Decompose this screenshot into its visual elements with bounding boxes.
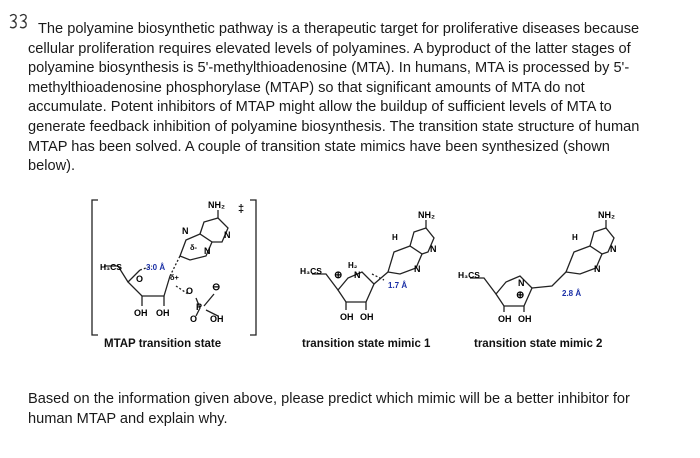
m2-h-label: H [572, 233, 578, 242]
ts-phosphate-o: O [186, 286, 194, 296]
ts-double-dagger: ‡ [238, 203, 245, 215]
m2-plus-charge: ⊕ [516, 290, 525, 301]
caption-mimic2: transition state mimic 2 [474, 338, 603, 350]
question-prompt [28, 390, 694, 429]
ts-distance-label: 3.0 Å [146, 263, 166, 272]
ts-minus-charge: ⊖ [212, 282, 221, 293]
structures-drawing [0, 190, 700, 360]
m1-h3cs-label: H₃CS [300, 266, 322, 276]
m1-h2-label: H₂ [348, 261, 358, 270]
ts-n-label: N [224, 230, 231, 240]
m2-oh-label: OH [518, 314, 532, 324]
ts-n-label: N [182, 226, 189, 236]
m1-oh-label: OH [360, 312, 374, 322]
question-number-icon [8, 12, 30, 32]
caption-mimic1: transition state mimic 1 [302, 338, 431, 350]
m1-nh2-label: NH₂ [418, 210, 435, 220]
prompt-line: Based on the information given above, please predict which mimic will be a better inhibitor for [28, 391, 630, 407]
m1-distance-label: 1.7 Å [388, 281, 408, 290]
m1-n-label: N [414, 264, 421, 274]
m1-n-label: N [354, 270, 361, 280]
m2-oh-label: OH [498, 314, 512, 324]
ts-ho-label: OH [210, 314, 224, 324]
ts-delta-plus: δ+ [170, 273, 179, 282]
ts-oh-label: OH [134, 308, 148, 318]
m1-n-label: N [430, 244, 437, 254]
intro-line: accumulate. Potent inhibitors of MTAP might allow the buildup of sufficient levels of MTA to [28, 99, 612, 116]
intro-line: cellular proliferation requires elevated levels of polyamines. A byproduct of the latter stages of [28, 40, 631, 57]
ts-phosphate-o: O [190, 314, 198, 324]
prompt-line: human MTAP and explain why. [28, 410, 228, 427]
ts-n-label: N [204, 246, 211, 256]
ts-h3cs-label: H₃CS [100, 262, 122, 272]
intro-line: MTAP has been solved. A couple of transition state mimics have been synthesized (shown [28, 138, 610, 155]
question-intro [28, 20, 694, 177]
ts-delta-minus: δ- [190, 243, 198, 252]
structures-figure [0, 190, 700, 360]
m2-n-label: N [594, 264, 601, 274]
m1-oh-label: OH [340, 312, 354, 322]
ts-o-label: O [136, 274, 144, 284]
ts-p-label: P [196, 302, 203, 312]
intro-line: polyamine biosynthesis is 5'-methylthioadenosine (MTA). In humans, MTA is processed by 5'- [28, 60, 630, 77]
m1-plus-charge: ⊕ [334, 270, 343, 281]
ts-oh-label: OH [156, 308, 170, 318]
m2-n-label: N [518, 278, 525, 288]
intro-line: below). [28, 158, 76, 175]
intro-line: methylthioadenosine phosphorylase (MTAP) so that significant amounts of MTA do not [28, 79, 585, 96]
ts-nh2-label: NH₂ [208, 200, 225, 210]
m2-distance-label: 2.8 Å [562, 289, 582, 298]
m2-h3cs-label: H₃CS [458, 270, 480, 280]
m2-nh2-label: NH₂ [598, 210, 615, 220]
m1-h-label: H [392, 233, 398, 242]
intro-line: generate feedback inhibition of polyamine biosynthesis. The transition state structure of human [28, 118, 640, 135]
caption-ts: MTAP transition state [104, 338, 222, 350]
intro-line: The polyamine biosynthetic pathway is a therapeutic target for proliferative diseases because [38, 21, 640, 37]
m2-n-label: N [610, 244, 617, 254]
